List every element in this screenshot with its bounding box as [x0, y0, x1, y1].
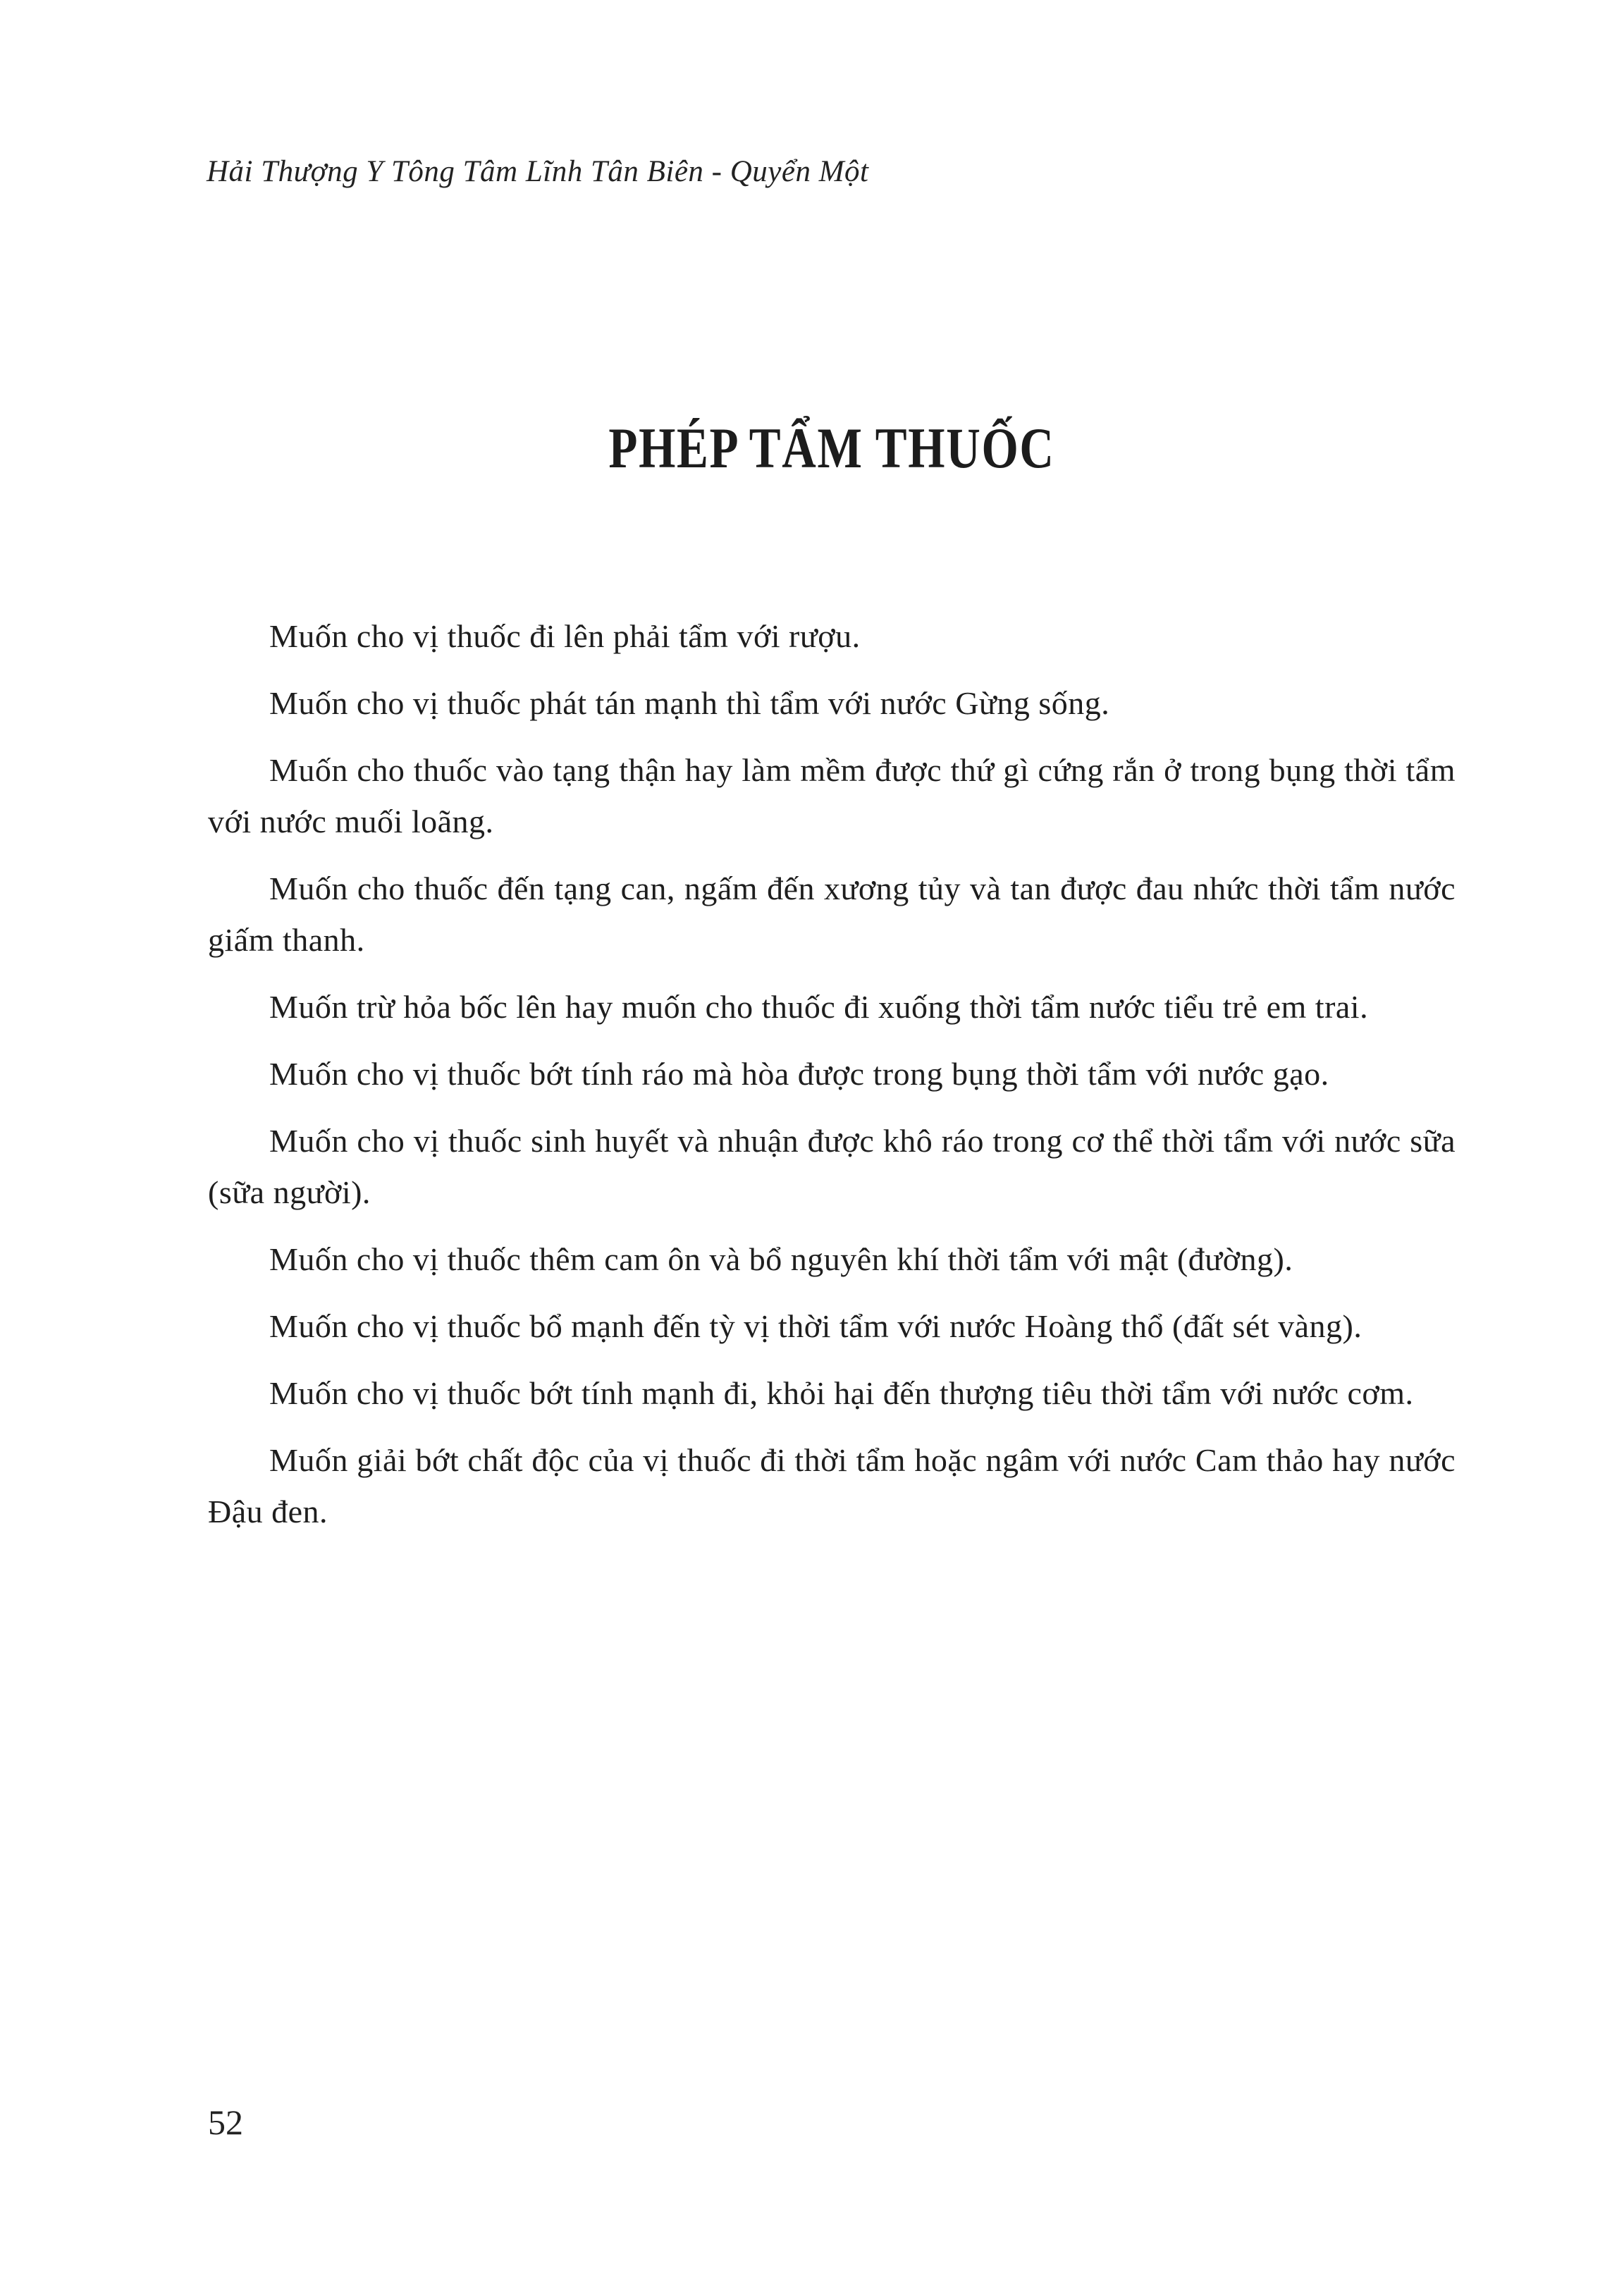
paragraph: Muốn cho vị thuốc thêm cam ôn và bổ nguyên khí thời tẩm với mật (đường).	[269, 1241, 1293, 1277]
body-text	[208, 610, 1456, 1553]
paragraph: Muốn cho vị thuốc bớt tính mạnh đi, khỏi hại đến thượng tiêu thời tẩm với nước cơm.	[269, 1375, 1414, 1411]
paragraph: Muốn trừ hỏa bốc lên hay muốn cho thuốc đi xuống thời tẩm nước tiểu trẻ em trai.	[269, 989, 1369, 1025]
paragraph: Muốn cho vị thuốc phát tán mạnh thì tẩm với nước Gừng sống.	[269, 685, 1110, 721]
paragraph: Muốn cho thuốc vào tạng thận hay làm mềm được thứ gì cứng rắn ở trong bụng thời tẩm với nước muối loãng.	[208, 752, 1456, 839]
paragraph: Muốn cho thuốc đến tạng can, ngấm đến xương tủy và tan được đau nhức thời tẩm nước giấm thanh.	[208, 870, 1456, 958]
paragraph: Muốn cho vị thuốc đi lên phải tẩm với rượu.	[269, 618, 861, 654]
running-header: Hải Thượng Y Tông Tâm Lĩnh Tân Biên - Quyển Một	[207, 155, 869, 188]
page-number: 52	[208, 2103, 243, 2142]
paragraph: Muốn cho vị thuốc sinh huyết và nhuận được khô ráo trong cơ thể thời tẩm với nước sữa (sữa người).	[208, 1123, 1456, 1210]
paragraph: Muốn giải bớt chất độc của vị thuốc đi thời tẩm hoặc ngâm với nước Cam thảo hay nước Đậu đen.	[208, 1442, 1456, 1529]
paragraph: Muốn cho vị thuốc bớt tính ráo mà hòa được trong bụng thời tẩm với nước gạo.	[269, 1056, 1329, 1092]
paragraph: Muốn cho vị thuốc bổ mạnh đến tỳ vị thời tẩm với nước Hoàng thổ (đất sét vàng).	[269, 1308, 1362, 1344]
page-title: PHÉP TẨM THUỐC	[608, 415, 1055, 480]
